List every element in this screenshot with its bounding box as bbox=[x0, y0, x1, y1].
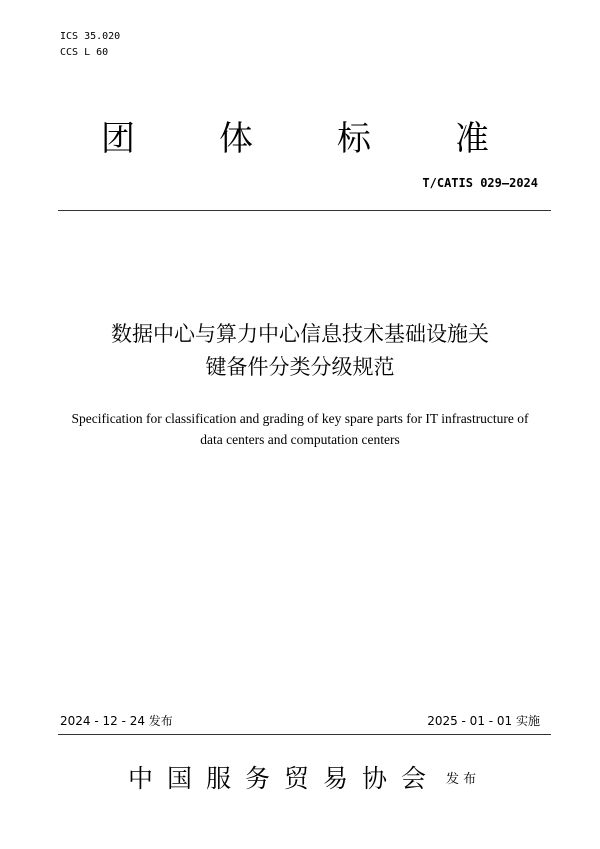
publish-label: 发 布 bbox=[446, 772, 477, 787]
issue-date: 2024 - 12 - 24 发布 bbox=[60, 714, 173, 728]
standard-type-char: 体 bbox=[219, 119, 253, 159]
bottom-divider bbox=[58, 734, 551, 735]
standard-type-char: 团 bbox=[101, 119, 135, 159]
publisher-char: 贸 bbox=[284, 764, 310, 793]
chinese-title-line: 数据中心与算力中心信息技术基础设施关 bbox=[111, 322, 489, 346]
publisher-char: 协 bbox=[362, 764, 388, 793]
standard-type-char: 标 bbox=[337, 119, 371, 159]
standard-type-heading bbox=[0, 114, 600, 164]
publisher-char: 会 bbox=[401, 764, 427, 793]
publisher-char: 务 bbox=[245, 764, 271, 793]
english-title-line: Specification for classification and grading of key spare parts for IT infrastructure of bbox=[71, 411, 529, 426]
english-title-line: data centers and computation centers bbox=[200, 432, 400, 447]
implementation-date: 2025 - 01 - 01 实施 bbox=[427, 714, 540, 728]
chinese-title bbox=[40, 318, 560, 384]
standard-number: T/CATIS 029—2024 bbox=[422, 176, 538, 190]
chinese-title-line: 键备件分类分级规范 bbox=[205, 355, 395, 379]
standard-type-char: 准 bbox=[455, 119, 489, 159]
english-title bbox=[50, 408, 550, 450]
ics-code: ICS 35.020 bbox=[60, 31, 121, 42]
publisher-char: 中 bbox=[128, 764, 154, 793]
publisher-name bbox=[0, 754, 600, 804]
publisher-char: 易 bbox=[323, 764, 349, 793]
ccs-code: CCS L 60 bbox=[60, 47, 109, 58]
publisher-char: 服 bbox=[206, 764, 232, 793]
top-divider bbox=[58, 210, 551, 211]
publisher-char: 国 bbox=[167, 764, 193, 793]
